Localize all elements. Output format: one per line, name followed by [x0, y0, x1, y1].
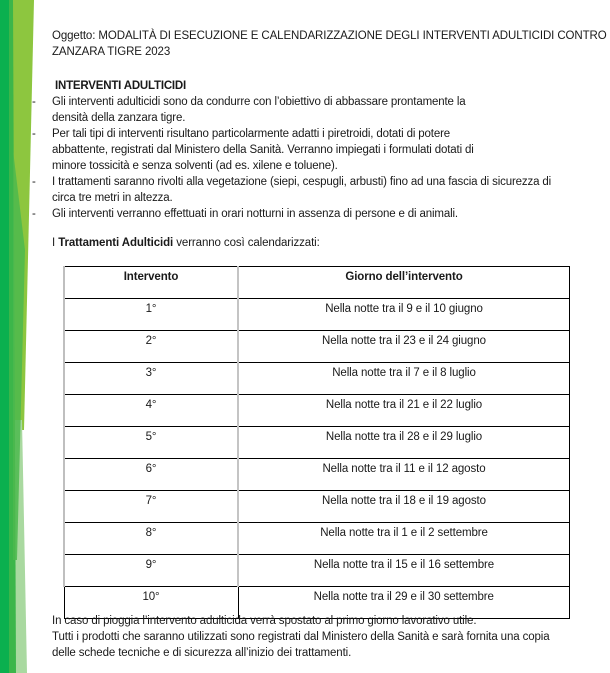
cell-giorno: Nella notte tra il 1 e il 2 settembre — [238, 523, 570, 555]
bullet-line: minore tossicità e senza solventi (ad es. xilene e toluene). — [52, 160, 338, 172]
calendar-intro-bold: Trattamenti Adulticidi — [58, 237, 174, 249]
bullet-line: I trattamenti saranno rivolti alla vegetazione (siepi, cespugli, arbusti) fino ad una fascia di sicurezza di — [52, 176, 552, 188]
subject-line: ZANZARA TIGRE 2023 — [52, 46, 171, 58]
table-row — [64, 427, 570, 459]
cell-intervento: 4° — [64, 395, 238, 427]
cell-giorno: Nella notte tra il 28 e il 29 luglio — [238, 427, 570, 459]
cell-intervento: 7° — [64, 491, 238, 523]
footer-line: In caso di pioggia l’intervento adulticida verrà spostato al primo giorno lavorativo utile. — [52, 615, 477, 627]
table-header-row — [64, 267, 570, 299]
bullet-item — [0, 126, 610, 174]
bullet-item — [0, 174, 610, 206]
cell-giorno: Nella notte tra il 9 e il 10 giugno — [238, 299, 570, 331]
cell-intervento: 8° — [64, 523, 238, 555]
footer-notes — [52, 613, 602, 661]
table-row — [64, 523, 570, 555]
table-row — [64, 395, 570, 427]
bullet-list — [0, 94, 610, 222]
bullet-line: Per tali tipi di interventi risultano particolarmente adatti i piretroidi, dotati di potere — [52, 128, 451, 140]
cell-intervento: 10° — [64, 587, 238, 619]
bullet-dash: - — [32, 208, 36, 220]
schedule-table — [63, 266, 570, 619]
bullet-line: circa tre metri in altezza. — [52, 192, 173, 204]
cell-intervento: 2° — [64, 331, 238, 363]
footer-line: Tutti i prodotti che saranno utilizzati sono registrati dal Ministero della Sanità e sarà fornita una copia — [52, 631, 550, 643]
footer-line: delle schede tecniche e di sicurezza all’inizio dei trattamenti. — [52, 647, 352, 659]
cell-giorno: Nella notte tra il 11 e il 12 agosto — [238, 459, 570, 491]
calendar-intro-suffix: verranno così calendarizzati: — [173, 237, 320, 249]
section-heading: INTERVENTI ADULTICIDI — [55, 80, 187, 92]
bullet-line: Gli interventi adulticidi sono da condurre con l’obiettivo di abbassare prontamente la — [52, 96, 466, 108]
table-row — [64, 363, 570, 395]
table-body — [64, 299, 570, 619]
subject-line: Oggetto: MODALITÀ DI ESECUZIONE E CALENDARIZZAZIONE DEGLI INTERVENTI ADULTICIDI CONTRO — [52, 30, 607, 42]
bullet-line: abbattente, registrati dal Ministero della Sanità. Verranno impiegati i formulati dotati di — [52, 144, 474, 156]
table-row — [64, 331, 570, 363]
cell-giorno: Nella notte tra il 23 e il 24 giugno — [238, 331, 570, 363]
bullet-dash: - — [32, 96, 36, 108]
table-row — [64, 459, 570, 491]
cell-intervento: 5° — [64, 427, 238, 459]
calendar-intro — [52, 235, 320, 251]
header-giorno: Giorno dell’intervento — [238, 267, 570, 299]
cell-giorno: Nella notte tra il 21 e il 22 luglio — [238, 395, 570, 427]
cell-intervento: 1° — [64, 299, 238, 331]
cell-intervento: 9° — [64, 555, 238, 587]
table-row — [64, 491, 570, 523]
cell-intervento: 6° — [64, 459, 238, 491]
cell-giorno: Nella notte tra il 18 e il 19 agosto — [238, 491, 570, 523]
bullet-item — [0, 94, 610, 126]
cell-intervento: 3° — [64, 363, 238, 395]
table-row — [64, 555, 570, 587]
table-row — [64, 299, 570, 331]
bullet-line: Gli interventi verranno effettuati in orari notturni in assenza di persone e di animali. — [52, 208, 458, 220]
cell-giorno: Nella notte tra il 7 e il 8 luglio — [238, 363, 570, 395]
bullet-item — [0, 206, 610, 222]
bullet-dash: - — [32, 176, 36, 188]
cell-giorno: Nella notte tra il 29 e il 30 settembre — [238, 587, 570, 619]
bullet-dash: - — [32, 128, 36, 140]
header-intervento: Intervento — [64, 267, 238, 299]
calendar-intro-prefix: I — [52, 237, 59, 249]
cell-giorno: Nella notte tra il 15 e il 16 settembre — [238, 555, 570, 587]
bullet-line: densità della zanzara tigre. — [52, 112, 186, 124]
document-subject — [52, 28, 607, 60]
